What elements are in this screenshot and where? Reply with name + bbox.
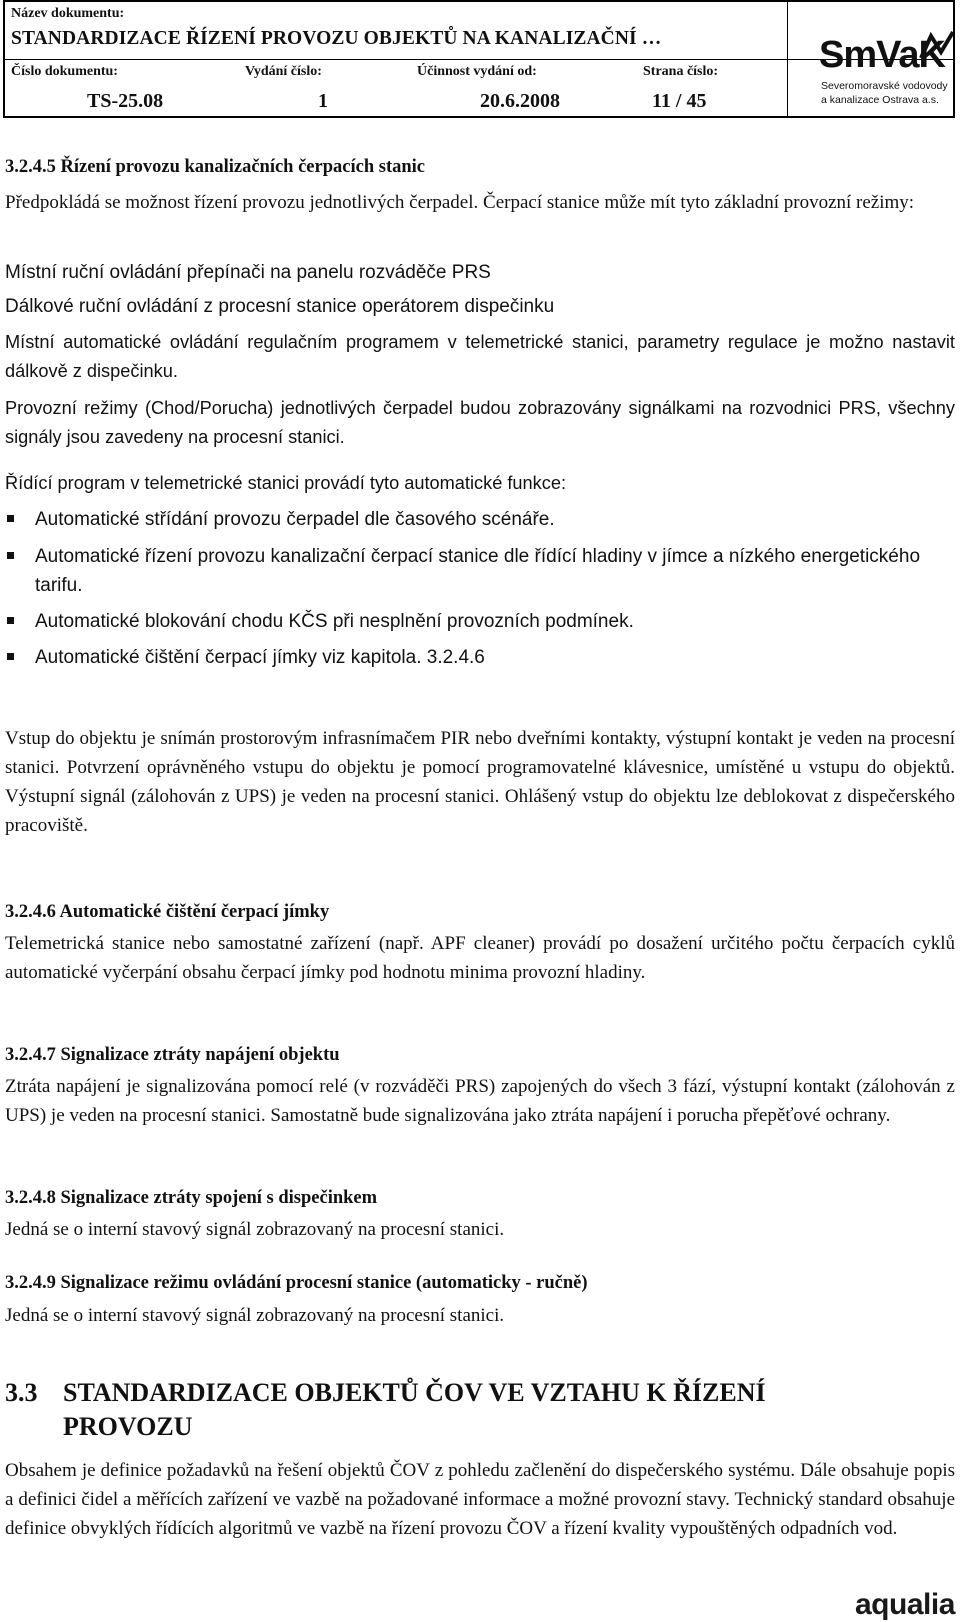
- section-title: Řízení provozu kanalizačních čerpacích stanic: [60, 157, 425, 177]
- section-heading-3246: [5, 902, 329, 923]
- mode-item-2: Dálkové ruční ovládání z procesní stanice operátorem dispečinku: [5, 296, 555, 317]
- bullet-icon: [7, 552, 14, 559]
- issue-number: 1: [318, 90, 328, 112]
- section-title: Signalizace ztráty napájení objektu: [60, 1045, 340, 1065]
- section-title: Signalizace režimu ovládání procesní stanice (automaticky - ručně): [60, 1273, 588, 1293]
- section-heading-3247: [5, 1045, 340, 1066]
- mode-item-1: Místní ruční ovládání přepínači na panelu rozváděče PRS: [5, 262, 491, 283]
- bullet-icon: [7, 515, 14, 522]
- paragraph-control-mode: Jedná se o interní stavový signál zobrazovaný na procesní stanici.: [5, 1305, 505, 1326]
- chapter-title: STANDARDIZACE OBJEKTŮ ČOV VE VZTAHU K ŘÍZENÍ PROVOZU: [63, 1378, 766, 1441]
- chapter-number: 3.3: [5, 1378, 38, 1407]
- logo-mark-icon: [919, 30, 955, 60]
- list-item: Automatické střídání provozu čerpadel dle časového scénáře.: [5, 505, 955, 534]
- effective-label: Účinnost vydání od:: [417, 64, 537, 79]
- bullet-icon: [7, 617, 14, 624]
- paragraph-program: Řídící program v telemetrické stanici provádí tyto automatické funkce:: [5, 473, 567, 493]
- smvak-logo: [817, 28, 957, 112]
- list-item: Automatické blokování chodu KČS při nesplnění provozních podmínek.: [5, 607, 955, 636]
- page-label: Strana číslo:: [643, 64, 719, 79]
- section-title: Automatické čištění čerpací jímky: [59, 902, 330, 922]
- section-title: Signalizace ztráty spojení s dispečinkem: [60, 1188, 378, 1208]
- logo-subtitle-2: a kanalizace Ostrava a.s.: [821, 94, 939, 106]
- smvak-logo-text: SmVaK: [819, 34, 945, 76]
- paragraph-modes: Provozní režimy (Chod/Porucha) jednotlivých čerpadel budou zobrazovány signálkami na rozvodnici PRS, všechny signály jsou zavedeny na procesní stanici.: [5, 398, 955, 447]
- mode-item-3: Místní automatické ovládání regulačním programem v telemetrické stanici, parametry regulace je možno nastavit dálkově z dispečinku.: [5, 332, 955, 381]
- section-number: 3.2.4.6: [5, 902, 56, 922]
- paragraph-entry: Vstup do objektu je snímán prostorovým infrasnímačem PIR nebo dveřními kontakty, výstupní kontakt je veden na procesní stanici. Potvrzení oprávněného vstupu do objektu je pomocí programovatelné klávesnice, umístěné u vstupu do objektů. Výstupní signál (zálohován z UPS) je veden na procesní stanici. Ohlášený vstup do objektu lze deblokovat z dispečerského pracoviště.: [5, 728, 955, 836]
- logo-subtitle-1: Severomoravské vodovody: [821, 80, 948, 92]
- list-item: Automatické čištění čerpací jímky viz kapitola. 3.2.4.6: [5, 643, 955, 672]
- section-number: 3.2.4.7: [5, 1045, 56, 1065]
- paragraph-connection-loss: Jedná se o interní stavový signál zobrazovaný na procesní stanici.: [5, 1219, 505, 1240]
- bullet-icon: [7, 653, 14, 660]
- aqualia-logo: aqualia: [855, 1588, 955, 1621]
- section-number: 3.2.4.8: [5, 1188, 56, 1208]
- doc-name-label: Název dokumentu:: [11, 6, 125, 21]
- document-header: [3, 0, 955, 118]
- paragraph-intro: Předpokládá se možnost řízení provozu jednotlivých čerpadel. Čerpací stanice může mít tyto základní provozní režimy:: [5, 192, 915, 213]
- doc-number-label: Číslo dokumentu:: [11, 64, 118, 79]
- chapter-heading-33: [5, 1376, 955, 1446]
- paragraph-cleaning: Telemetrická stanice nebo samostatné zařízení (např. APF cleaner) provádí po dosažení určitého počtu čerpacích cyklů automatické vyčerpání obsahu čerpací jímky pod hodnotu minima provozní hladiny.: [5, 933, 955, 983]
- section-number: 3.2.4.5: [5, 157, 56, 177]
- effective-date: 20.6.2008: [480, 90, 560, 112]
- section-heading-3245: [5, 157, 425, 178]
- doc-number: TS-25.08: [87, 90, 164, 112]
- paragraph-power-loss: Ztráta napájení je signalizována pomocí relé (v rozváděči PRS) zapojených do všech 3 fází, výstupní kontakt (zálohován z UPS) je veden na procesní stanici. Samostatně bude signalizována jako ztráta napájení i porucha přepěťové ochrany.: [5, 1076, 955, 1126]
- doc-title: STANDARDIZACE ŘÍZENÍ PROVOZU OBJEKTŮ NA KANALIZAČNÍ …: [11, 28, 662, 49]
- page-number: 11 / 45: [652, 90, 707, 112]
- list-item: Automatické řízení provozu kanalizační čerpací stanice dle řídící hladiny v jímce a nízkého energetického tarifu.: [5, 542, 955, 600]
- section-number: 3.2.4.9: [5, 1273, 56, 1293]
- section-heading-3248: [5, 1188, 377, 1209]
- paragraph-cov: Obsahem je definice požadavků na řešení objektů ČOV z pohledu začlenění do dispečerského systému. Dále obsahuje popis a definici čidel a měřících zařízení ve vazbě na požadované informace a možné provozní stavy. Technický standard obsahuje definice obvyklých řídících algoritmů ve vazbě na řízení provozu ČOV a řízení kvality vypouštěných odpadních vod.: [5, 1460, 955, 1539]
- section-heading-3249: [5, 1273, 588, 1294]
- issue-label: Vydání číslo:: [245, 64, 322, 79]
